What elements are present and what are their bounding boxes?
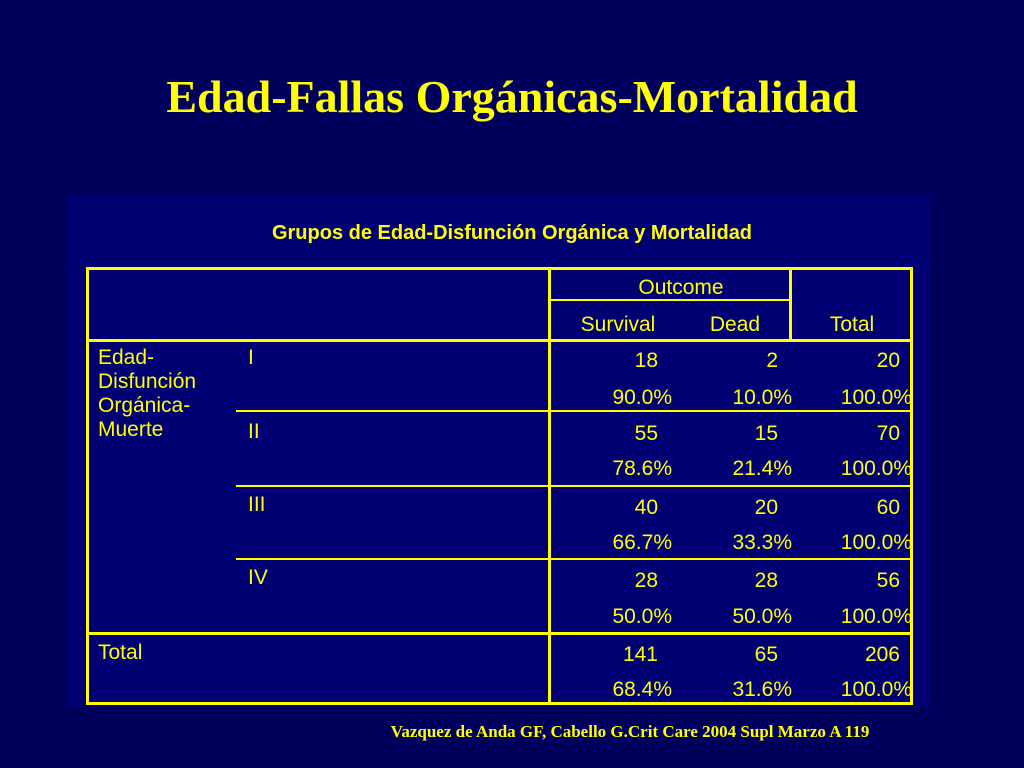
slide-title: Edad-Fallas Orgánicas-Mortalidad [166,71,858,122]
table-cell: 70 [876,422,900,445]
table-cell: 15 [754,422,778,445]
table-cell: 20 [876,349,900,372]
total-row-label: Total [98,641,143,664]
table-cell: 33.3% [732,531,792,554]
row-label: III [248,493,266,516]
table-cell: 66.7% [612,531,672,554]
table-cell: 20 [754,496,778,519]
table-cell: 60 [876,496,900,519]
table-cell: 65 [754,643,778,666]
table-cell: 206 [864,643,900,666]
row-divider-1 [236,410,912,412]
row-divider-2 [236,485,912,487]
row-group-label: Edad- Disfunción Orgánica- Muerte [98,346,197,441]
table-cell: 100.0% [840,457,912,480]
table-cell: 31.6% [732,678,792,701]
column-header-dead: Dead [709,313,761,336]
table-cell: 2 [766,349,778,372]
table-border-left [86,267,89,705]
citation: Vazquez de Anda GF, Cabello G.Crit Care 2004 Supl Marzo A 119 [390,722,870,741]
row-divider-3 [236,558,912,560]
table-cell: 10.0% [732,386,792,409]
table-cell: 28 [754,569,778,592]
table-cell: 141 [622,643,658,666]
outcome-header: Outcome [638,276,724,299]
total-divider [86,632,912,635]
table-cell: 40 [634,496,658,519]
table-cell: 55 [634,422,658,445]
table-cell: 90.0% [612,386,672,409]
table-cell: 78.6% [612,457,672,480]
table-title: Grupos de Edad-Disfunción Orgánica y Mortalidad [271,222,753,244]
table-cell: 100.0% [840,386,912,409]
table-cell: 56 [876,569,900,592]
row-label: II [248,420,260,443]
table-cell: 68.4% [612,678,672,701]
column-header-total: Total [829,313,875,336]
table-cell: 100.0% [840,678,912,701]
table-cell: 50.0% [732,605,792,628]
table-border-bottom [86,702,912,705]
header-divider [86,339,912,342]
row-label: I [248,346,254,369]
table-cell: 100.0% [840,605,912,628]
row-label: IV [248,566,268,589]
table-cell: 100.0% [840,531,912,554]
column-header-survival: Survival [580,313,656,336]
table-cell: 21.4% [732,457,792,480]
table-cell: 50.0% [612,605,672,628]
table-cell: 28 [634,569,658,592]
table-cell: 18 [634,349,658,372]
